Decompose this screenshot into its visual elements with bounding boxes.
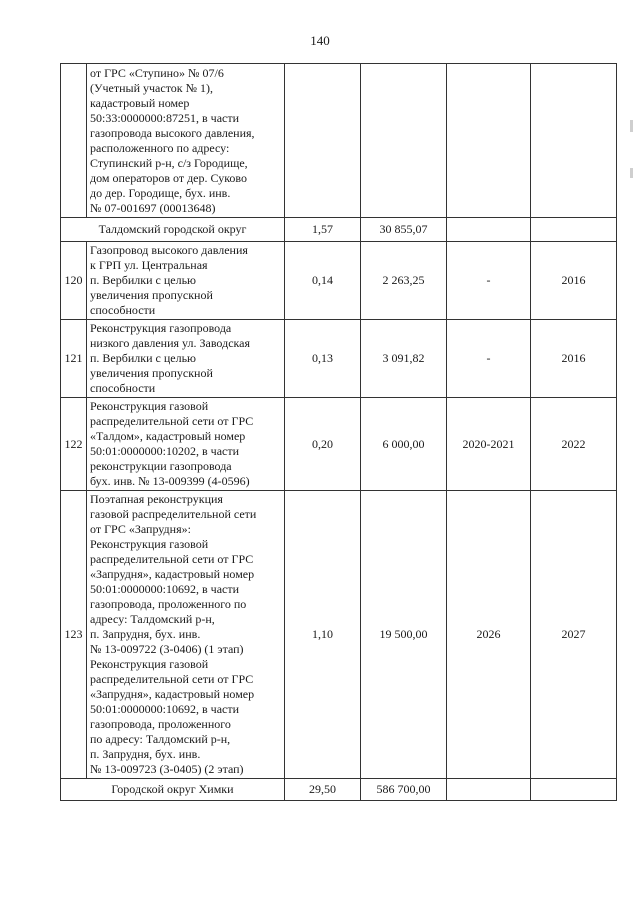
year-cell: 2022 [531, 398, 617, 491]
object-description [87, 398, 285, 491]
desc-line: № 13-009723 (3-0405) (2 этап) [90, 762, 244, 776]
district-name: Талдомский городской округ [61, 218, 285, 242]
scan-edge-mark [630, 120, 633, 132]
desc-line: Реконструкция газовой [90, 537, 209, 551]
desc-line: способности [90, 303, 156, 317]
length-cell: 1,10 [285, 491, 361, 779]
district-length: 29,50 [285, 779, 361, 801]
desc-line: адресу: Талдомский р-н, [90, 612, 215, 626]
desc-line: 50:01:0000000:10692, в части [90, 582, 240, 596]
desc-line: низкого давления ул. Заводская [90, 336, 251, 350]
desc-line: распределительной сети от ГРС [90, 672, 254, 686]
desc-line: Газопровод высокого давления [90, 243, 248, 257]
object-description [87, 320, 285, 398]
desc-line: Поэтапная реконструкция [90, 492, 223, 506]
desc-line: расположенного по адресу: [90, 141, 230, 155]
desc-line: по адресу: Талдомский р-н, [90, 732, 231, 746]
table-row [61, 491, 617, 779]
object-description [87, 64, 285, 218]
period-cell: 2026 [447, 491, 531, 779]
district-length: 1,57 [285, 218, 361, 242]
desc-line: 50:01:0000000:10692, в части [90, 702, 240, 716]
desc-line: п. Запрудня, бух. инв. [90, 747, 201, 761]
desc-line: (Учетный участок № 1), [90, 81, 214, 95]
desc-line: увеличения пропускной [90, 366, 213, 380]
length-cell [285, 64, 361, 218]
district-cost: 586 700,00 [361, 779, 447, 801]
period-cell [447, 64, 531, 218]
desc-line: от ГРС «Запрудня»: [90, 522, 191, 536]
row-number: 122 [61, 398, 87, 491]
period-cell: - [447, 320, 531, 398]
desc-line: от ГРС «Ступино» № 07/6 [90, 66, 224, 80]
desc-line: 50:01:0000000:10202, в части [90, 444, 240, 458]
row-number-cell [61, 64, 87, 218]
desc-line: № 07-001697 (00013648) [90, 201, 216, 215]
cost-cell: 6 000,00 [361, 398, 447, 491]
desc-line: бух. инв. № 13-009399 (4-0596) [90, 474, 250, 488]
desc-line: газопровода, проложенного по [90, 597, 247, 611]
desc-line: реконструкции газопровода [90, 459, 232, 473]
desc-line: Ступинский р-н, с/з Городище, [90, 156, 248, 170]
year-cell [531, 779, 617, 801]
year-cell: 2027 [531, 491, 617, 779]
desc-line: способности [90, 381, 156, 395]
object-description [87, 242, 285, 320]
desc-line: п. Вербилки с целью [90, 351, 197, 365]
object-description [87, 491, 285, 779]
desc-line: Реконструкция газовой [90, 399, 209, 413]
year-cell [531, 218, 617, 242]
desc-line: дом операторов от дер. Суково [90, 171, 248, 185]
length-cell: 0,14 [285, 242, 361, 320]
desc-line: «Запрудня», кадастровый номер [90, 687, 255, 701]
table-row [61, 398, 617, 491]
row-number: 123 [61, 491, 87, 779]
cost-cell: 3 091,82 [361, 320, 447, 398]
desc-line: кадастровый номер [90, 96, 190, 110]
desc-line: Реконструкция газопровода [90, 321, 232, 335]
desc-line: газовой распределительной сети [90, 507, 257, 521]
table-row [61, 242, 617, 320]
cost-cell: 2 263,25 [361, 242, 447, 320]
page-number: 140 [310, 33, 330, 48]
district-total-row [61, 779, 617, 801]
period-cell [447, 218, 531, 242]
desc-line: газопровода, проложенного [90, 717, 231, 731]
row-number: 121 [61, 320, 87, 398]
desc-line: п. Запрудня, бух. инв. [90, 627, 201, 641]
district-name: Городской округ Химки [61, 779, 285, 801]
desc-line: Реконструкция газовой [90, 657, 209, 671]
gas-pipeline-table [60, 63, 617, 801]
desc-line: № 13-009722 (3-0406) (1 этап) [90, 642, 244, 656]
desc-line: «Запрудня», кадастровый номер [90, 567, 255, 581]
table-row-continued [61, 64, 617, 218]
desc-line: п. Вербилки с целью [90, 273, 197, 287]
desc-line: 50:33:0000000:87251, в части [90, 111, 240, 125]
district-cost: 30 855,07 [361, 218, 447, 242]
desc-line: увеличения пропускной [90, 288, 213, 302]
period-cell: - [447, 242, 531, 320]
period-cell: 2020-2021 [447, 398, 531, 491]
desc-line: до дер. Городище, бух. инв. [90, 186, 231, 200]
cost-cell: 19 500,00 [361, 491, 447, 779]
year-cell: 2016 [531, 242, 617, 320]
district-total-row [61, 218, 617, 242]
desc-line: распределительной сети от ГРС [90, 552, 254, 566]
period-cell [447, 779, 531, 801]
year-cell: 2016 [531, 320, 617, 398]
length-cell: 0,13 [285, 320, 361, 398]
year-cell [531, 64, 617, 218]
length-cell: 0,20 [285, 398, 361, 491]
desc-line: газопровода высокого давления, [90, 126, 255, 140]
desc-line: распределительной сети от ГРС [90, 414, 254, 428]
desc-line: «Талдом», кадастровый номер [90, 429, 246, 443]
table-row [61, 320, 617, 398]
desc-line: к ГРП ул. Центральная [90, 258, 208, 272]
cost-cell [361, 64, 447, 218]
row-number: 120 [61, 242, 87, 320]
scan-edge-mark [630, 168, 633, 178]
